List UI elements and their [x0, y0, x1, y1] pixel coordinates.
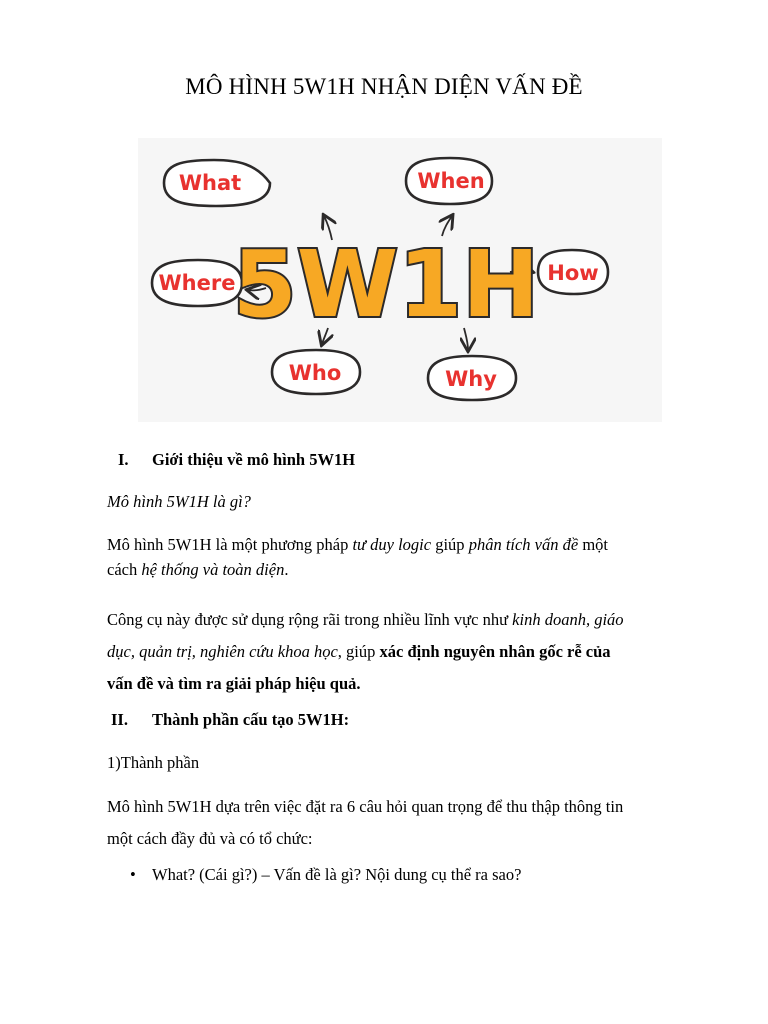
bubble-when-label: When	[417, 169, 485, 193]
document-title: MÔ HÌNH 5W1H NHẬN DIỆN VẤN ĐỀ	[185, 74, 583, 99]
section-1-number: I.	[118, 450, 129, 469]
p2-italic-2: dục, quản trị, nghiên cứu khoa học	[107, 642, 338, 661]
bubble-how	[538, 250, 608, 294]
section-1-paragraph-2	[107, 604, 667, 700]
bubble-who-label: Who	[288, 361, 342, 385]
bubble-when	[406, 158, 492, 204]
p2-bold-2: vấn đề và tìm ra giải pháp hiệu quả.	[107, 674, 361, 693]
section-1-heading-text: Giới thiệu về mô hình 5W1H	[152, 450, 356, 469]
p1-line-1	[107, 535, 608, 554]
p1-line-2	[107, 560, 288, 579]
p1-text-4: cách	[107, 560, 142, 579]
p2-line-3	[107, 674, 361, 693]
5w1h-diagram-svg	[138, 138, 662, 422]
p1-text-2: giúp	[431, 535, 469, 554]
p1-italic-3: hệ thống và toàn diện	[141, 560, 285, 579]
section-2-heading-text: Thành phần cấu tạo 5W1H:	[152, 710, 350, 729]
p1-text-3: một	[578, 535, 608, 554]
bubble-how-label: How	[547, 261, 599, 285]
s2-line-1: Mô hình 5W1H dựa trên việc đặt ra 6 câu hỏi quan trọng để thu thập thông tin	[107, 797, 624, 816]
p2-line-1	[107, 610, 624, 629]
section-1-paragraph-1	[107, 532, 667, 582]
p2-text-2: , giúp	[337, 642, 380, 661]
bubble-what	[164, 160, 270, 206]
question-text: Mô hình 5W1H là gì?	[107, 492, 251, 511]
section-2-paragraph	[107, 791, 667, 855]
p2-italic-1: kinh doanh, giáo	[512, 610, 624, 629]
center-5w1h-label: 5W1H	[232, 231, 540, 338]
section-2-heading	[111, 710, 349, 730]
p2-line-2	[107, 642, 611, 661]
bubble-who	[272, 350, 360, 394]
p2-bold-1: xác định nguyên nhân gốc rễ của	[379, 642, 611, 661]
s2-line-2: một cách đầy đủ và có tổ chức:	[107, 829, 313, 848]
section-2-number: II.	[111, 710, 128, 729]
bubble-where-label: Where	[158, 271, 236, 295]
section-2-subheading: 1)Thành phần	[107, 753, 200, 772]
bullet-dot-icon: •	[130, 865, 136, 884]
p2-text-1: Công cụ này được sử dụng rộng rãi trong nhiều lĩnh vực như	[107, 610, 513, 629]
bubble-why-label: Why	[445, 367, 497, 391]
5w1h-diagram	[138, 138, 662, 422]
bubble-what-label: What	[178, 171, 242, 195]
p1-text-5: .	[284, 560, 289, 579]
bubble-why	[428, 356, 516, 400]
p1-italic-1: tư duy logic	[352, 535, 432, 554]
p1-italic-2: phân tích vấn đề	[468, 535, 579, 554]
bubble-where	[152, 260, 242, 306]
section-1-question	[107, 489, 667, 514]
section-1-heading	[118, 450, 355, 470]
p1-text-1: Mô hình 5W1H là một phương pháp	[107, 535, 353, 554]
bullet-item-text: What? (Cái gì?) – Vấn đề là gì? Nội dung cụ thể ra sao?	[152, 865, 522, 884]
bullet-item-what	[130, 865, 521, 885]
